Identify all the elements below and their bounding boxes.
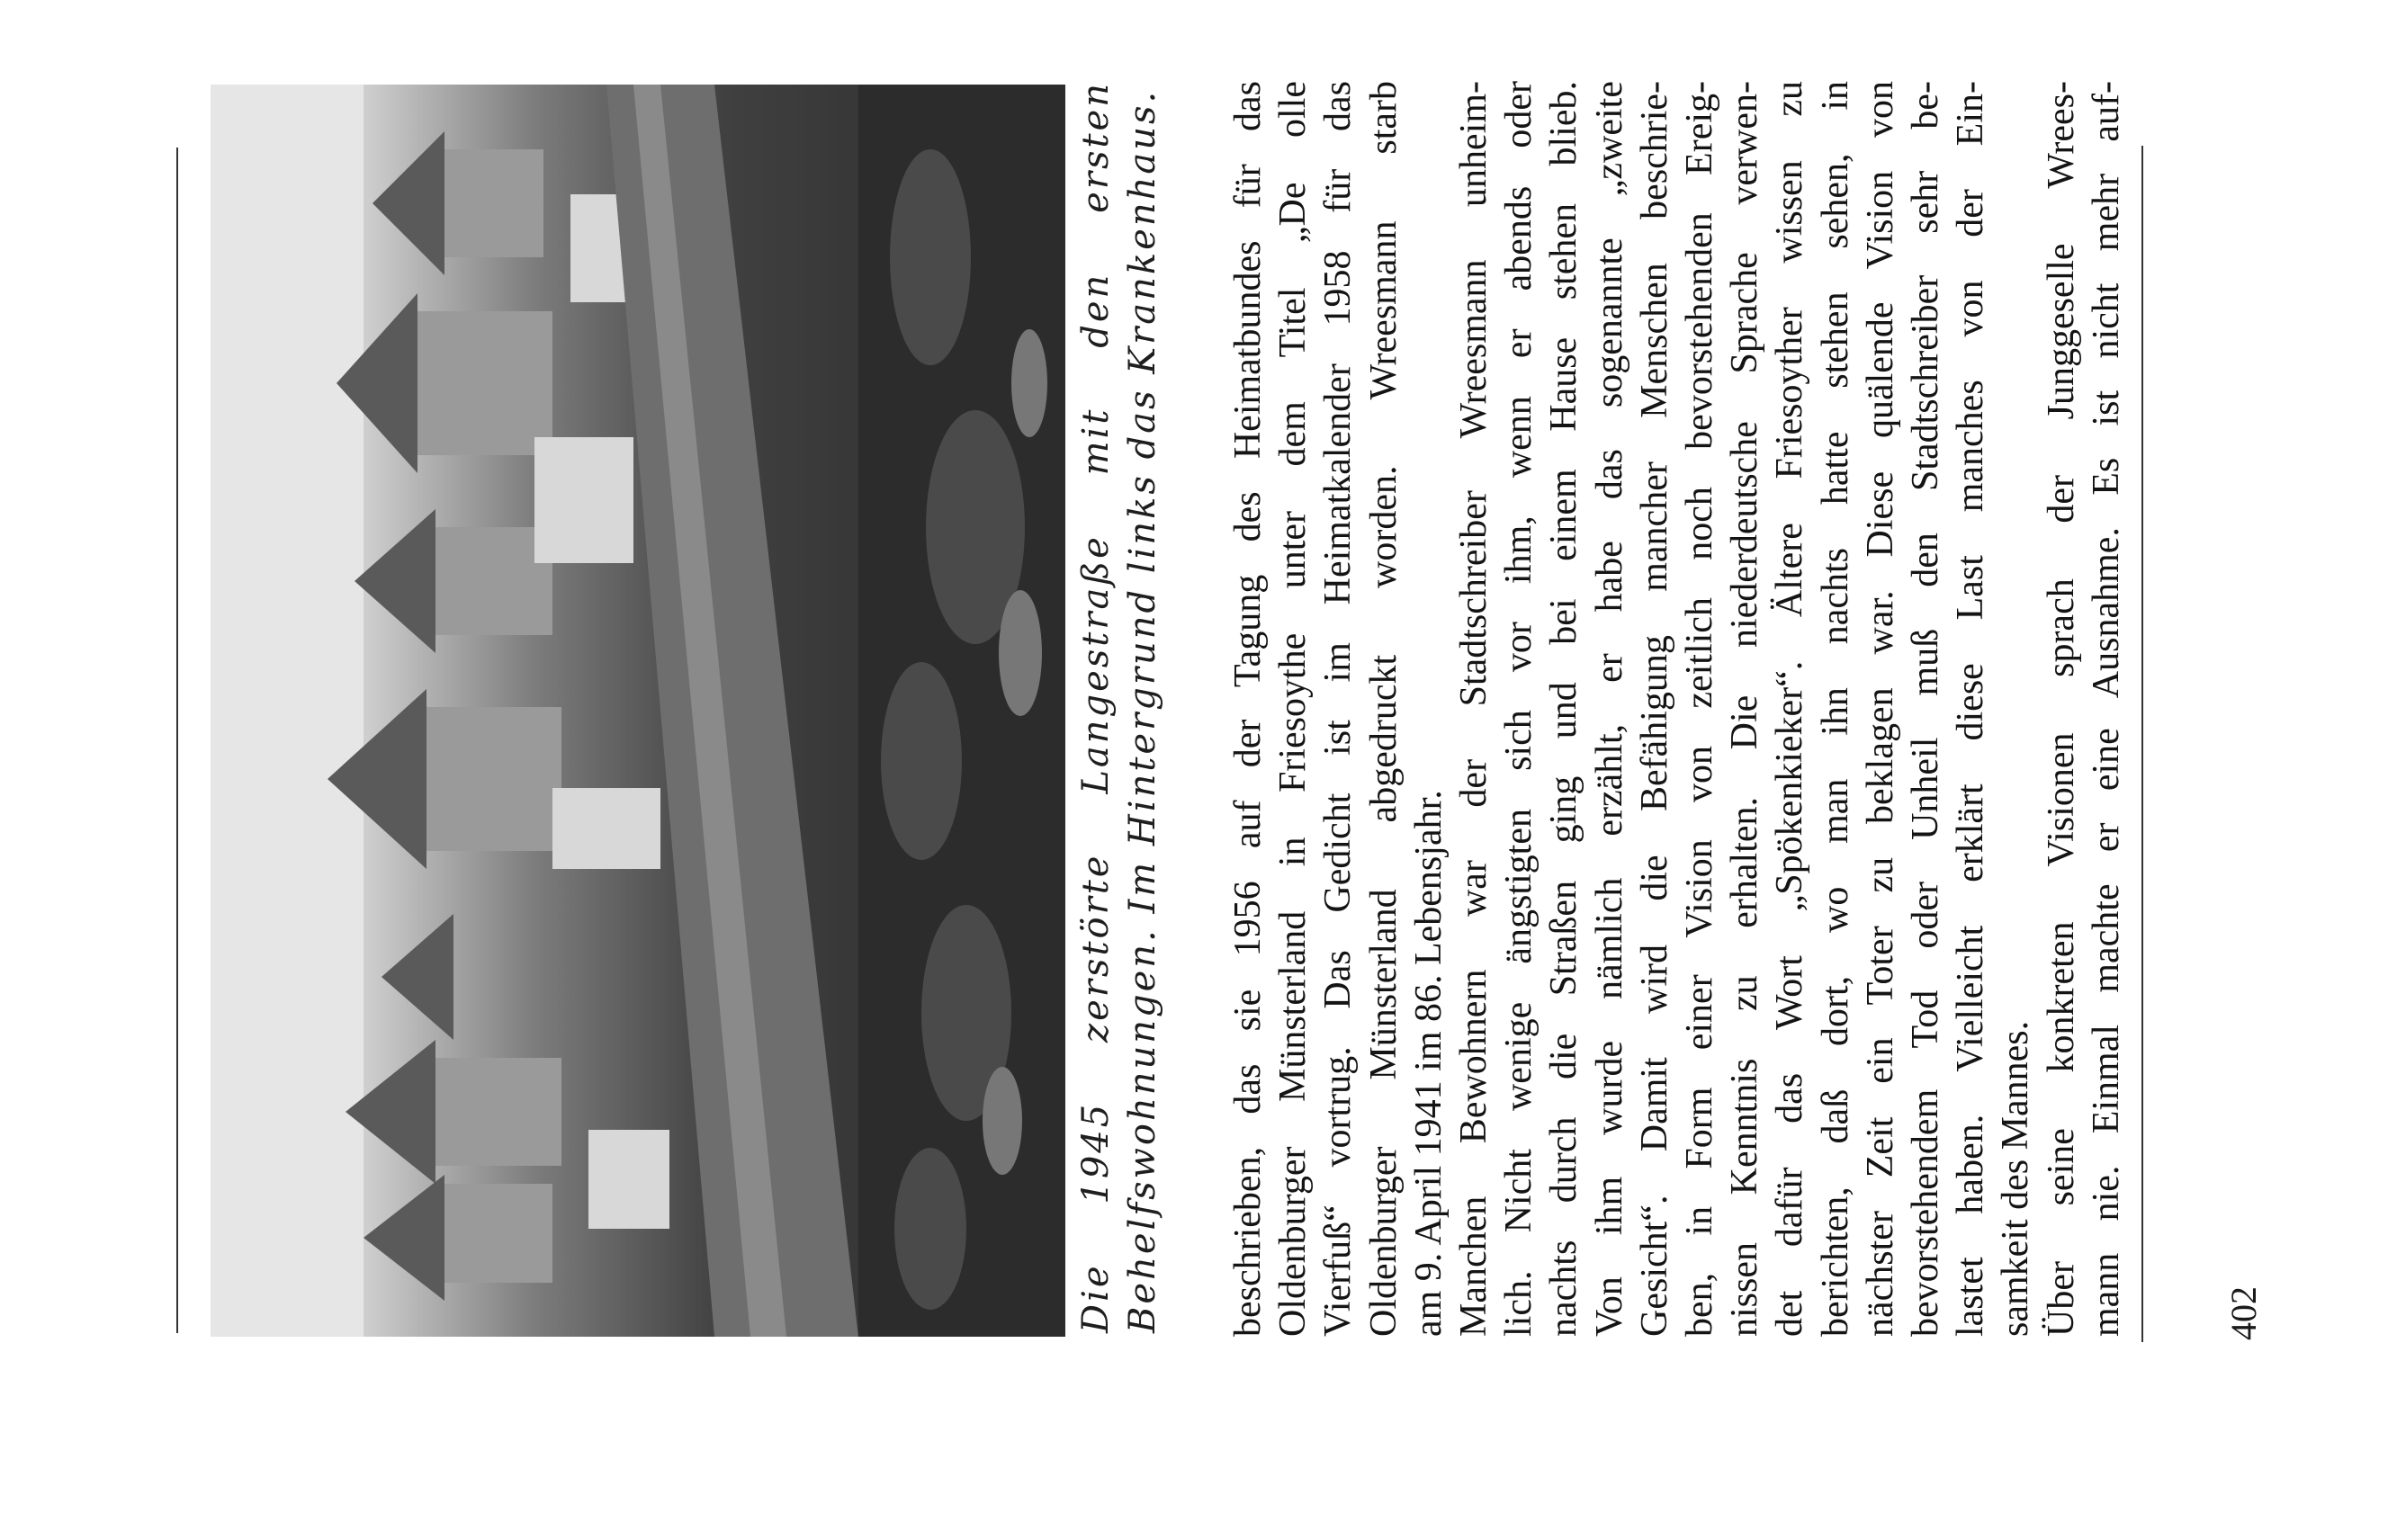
text-line: mann nie. Einmal machte er eine Ausnahme. Es ist nicht mehr auf- [2085, 81, 2127, 1337]
street-photograph [211, 85, 1065, 1337]
text-line: Manchen Bewohnern war der Stadtschreiber Wreesmann unheim- [1453, 81, 1495, 1337]
text-line: Von ihm wurde nämlich erzählt, er habe das sogenannte „zweite [1588, 81, 1630, 1337]
body-text [1225, 81, 2129, 1337]
text-line: berichten, daß dort, wo man ihn nachts hatte stehen sehen, in [1814, 81, 1856, 1337]
text-line: Vierfuß“ vortrug. Das Gedicht ist im Heimatkalender 1958 für das [1317, 81, 1360, 1337]
text-line: lich. Nicht wenige ängstigten sich vor ihm, wenn er abends oder [1498, 81, 1540, 1337]
footer-rule [2141, 146, 2143, 1342]
text-line: det dafür das Wort „Spökenkieker“. Ältere Friesoyther wissen zu [1769, 81, 1811, 1337]
text-line: ben, in Form einer Vision von zeitlich noch bevorstehenden Ereig- [1679, 81, 1721, 1337]
page-number: 402 [2223, 1286, 2264, 1340]
text-line: Oldenburger Münsterland abgedruckt worden. Wreesmann starb [1362, 81, 1405, 1337]
text-line: lastet haben. Vielleicht erklärt diese Last manches von der Ein- [1950, 81, 1992, 1337]
text-line: beschrieben, das sie 1956 auf der Tagung des Heimatbundes für das [1227, 81, 1269, 1337]
left-margin-rule [176, 148, 178, 1333]
text-line: bevorstehendem Tod oder Unheil muß den Stadtschreiber sehr be- [1905, 81, 1947, 1337]
text-line: Gesicht“. Damit wird die Befähigung mancher Menschen beschrie- [1633, 81, 1675, 1337]
text-line: nachts durch die Straßen ging und bei einem Hause stehen blieb. [1543, 81, 1585, 1337]
text-line: Oldenburger Münsterland in Friesoythe unter dem Titel „De olle [1272, 81, 1315, 1337]
text-line: am 9. April 1941 im 86. Lebensjahr. [1407, 790, 1450, 1337]
text-line: nissen Kenntnis zu erhalten. Die niederdeutsche Sprache verwen- [1724, 81, 1766, 1337]
text-line: nächster Zeit ein Toter zu beklagen war. Diese quälende Vision von [1859, 81, 1901, 1337]
figure-caption: Die 1945 zerstörte Langestraße mit den ersten Behelfswohnungen. Im Hintergrund links das Krankenhaus. [1075, 81, 1163, 1333]
photo-illustration [211, 85, 1065, 1337]
text-line: samkeit des Mannes. [1995, 1020, 2037, 1337]
text-line: Über seine konkreten Visionen sprach der Junggeselle Wrees- [2040, 81, 2082, 1337]
